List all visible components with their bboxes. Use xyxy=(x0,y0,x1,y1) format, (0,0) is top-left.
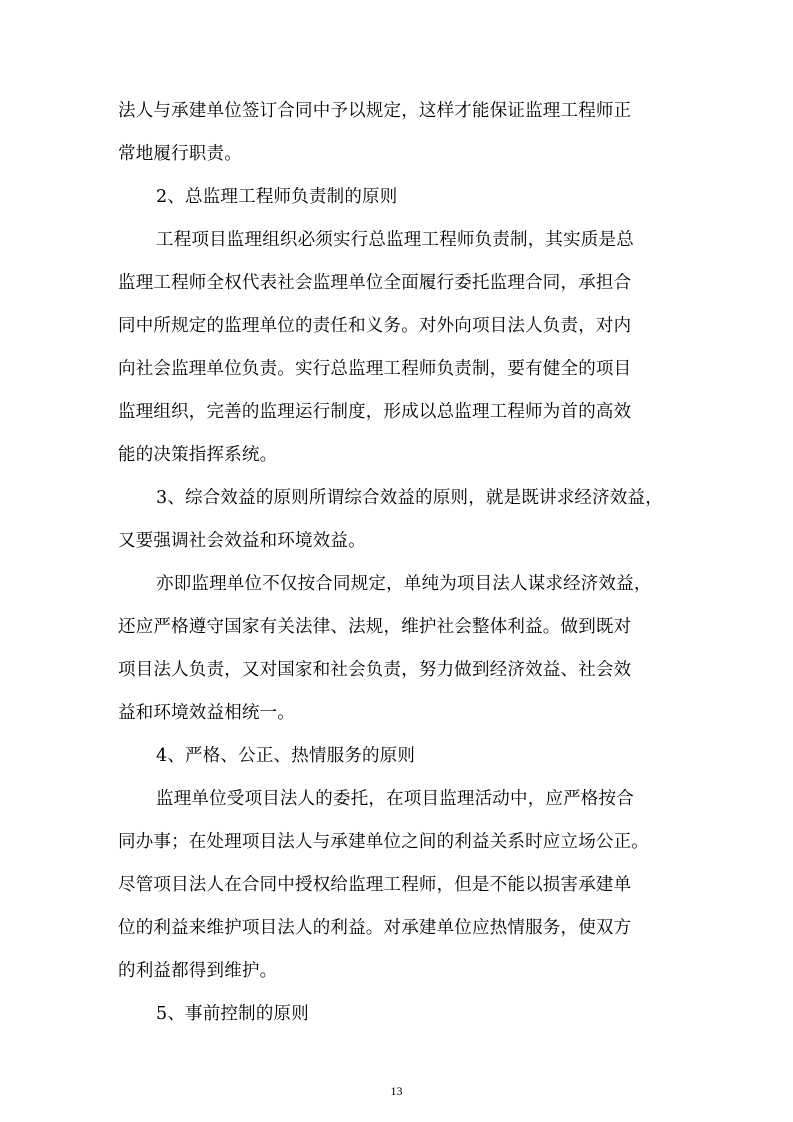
paragraph-line: 向社会监理单位负责。实行总监理工程师负责制，要有健全的项目 xyxy=(118,359,632,379)
section-heading: 2、总监理工程师负责制的原则 xyxy=(156,187,398,207)
paragraph-line: 位的利益来维护项目法人的利益。对承建单位应热情服务，使双方 xyxy=(118,918,632,938)
paragraph-line: 法人与承建单位签订合同中予以规定，这样才能保证监理工程师正 xyxy=(118,101,632,121)
paragraph-line: 又要强调社会效益和环境效益。 xyxy=(118,531,366,551)
section-heading: 4、严格、公正、热情服务的原则 xyxy=(156,746,416,766)
paragraph-line: 项目法人负责，又对国家和社会负责，努力做到经济效益、社会效 xyxy=(118,660,632,680)
section-heading: 5、事前控制的原则 xyxy=(156,1004,309,1024)
paragraph-line: 的利益都得到维护。 xyxy=(118,961,278,981)
paragraph-line: 监理组织，完善的监理运行制度，形成以总监理工程师为首的高效 xyxy=(118,402,632,422)
paragraph-line: 益和环境效益相统一。 xyxy=(118,703,295,723)
section-heading: 3、综合效益的原则所谓综合效益的原则，就是既讲求经济效益， xyxy=(156,488,663,508)
paragraph-line: 常地履行职责。 xyxy=(118,144,242,164)
paragraph-line: 亦即监理单位不仅按合同规定，单纯为项目法人谋求经济效益， xyxy=(156,574,652,594)
paragraph-line: 监理工程师全权代表社会监理单位全面履行委托监理合同，承担合 xyxy=(118,273,632,293)
paragraph-line: 还应严格遵守国家有关法律、法规，维护社会整体利益。做到既对 xyxy=(118,617,632,637)
paragraph-line: 同办事；在处理项目法人与承建单位之间的利益关系时应立场公正。 xyxy=(118,832,649,852)
paragraph-line: 同中所规定的监理单位的责任和义务。对外向项目法人负责，对内 xyxy=(118,316,632,336)
paragraph-line: 工程项目监理组织必须实行总监理工程师负责制，其实质是总 xyxy=(156,230,634,250)
paragraph-line: 能的决策指挥系统。 xyxy=(118,445,278,465)
page-number: 13 xyxy=(390,1084,403,1098)
paragraph-line: 尽管项目法人在合同中授权给监理工程师，但是不能以损害承建单 xyxy=(118,875,632,895)
paragraph-line: 监理单位受项目法人的委托，在项目监理活动中，应严格按合 xyxy=(156,789,634,809)
